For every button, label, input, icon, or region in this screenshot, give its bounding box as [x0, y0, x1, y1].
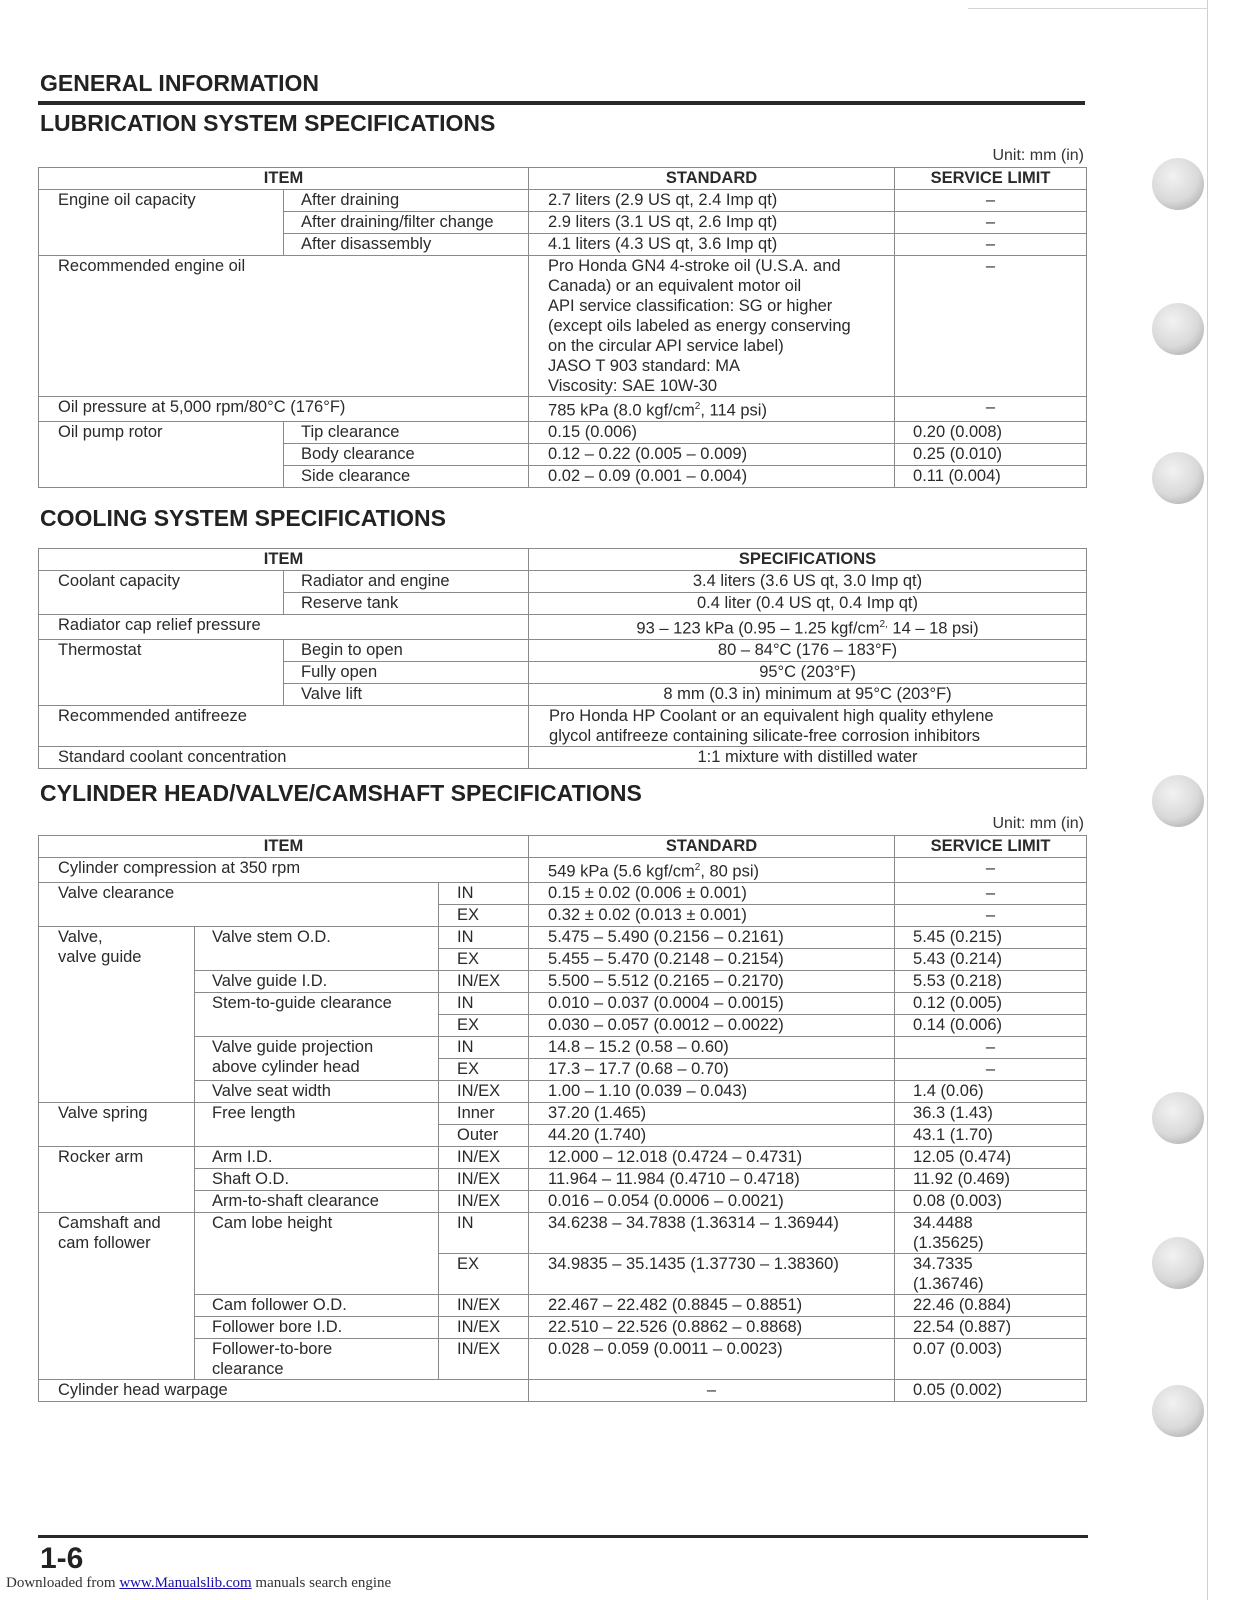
page-number: 1-6	[40, 1542, 84, 1575]
table-row	[39, 1102, 1087, 1124]
location-value: IN/EX	[439, 1338, 529, 1379]
specifications-header: SPECIFICATIONS	[529, 549, 1087, 571]
sub-item: Free length	[195, 1102, 439, 1146]
text-line: Follower-to-bore	[212, 1339, 333, 1358]
location-value: IN/EX	[439, 1294, 529, 1316]
sub-item: Reserve tank	[284, 593, 529, 615]
standard-value: 22.510 – 22.526 (0.8862 – 0.8868)	[529, 1316, 895, 1338]
table-row	[39, 1168, 1087, 1190]
service-limit-value: –	[895, 882, 1087, 904]
service-limit-value: 0.11 (0.004)	[895, 465, 1087, 487]
standard-value: 4.1 liters (4.3 US qt, 3.6 Imp qt)	[529, 234, 895, 256]
standard-value: 11.964 – 11.984 (0.4710 – 0.4718)	[529, 1168, 895, 1190]
standard-value: 0.02 – 0.09 (0.001 – 0.004)	[529, 465, 895, 487]
sub-item: Valve seat width	[195, 1080, 439, 1102]
binder-hole	[1152, 303, 1204, 355]
standard-value: 17.3 – 17.7 (0.68 – 0.70)	[529, 1058, 895, 1080]
item-label: Cylinder head warpage	[39, 1379, 529, 1401]
text-part: 14 – 18 psi)	[887, 619, 979, 638]
text-part: 93 – 123 kPa (0.95 – 1.25 kgf/cm	[636, 619, 880, 638]
binder-hole	[1152, 775, 1204, 827]
service-limit-value: –	[895, 858, 1087, 883]
location-value: IN/EX	[439, 1316, 529, 1338]
binder-hole	[1152, 1237, 1204, 1289]
service-limit-value	[895, 1253, 1087, 1294]
binder-hole	[1152, 158, 1204, 210]
superscript: 2	[694, 862, 701, 873]
download-note	[6, 1575, 391, 1592]
standard-value	[529, 397, 895, 422]
sub-item: Radiator and engine	[284, 571, 529, 593]
table-row	[39, 1212, 1087, 1253]
text-line: valve guide	[58, 947, 142, 966]
sub-item: Tip clearance	[284, 421, 529, 443]
table-row	[39, 1036, 1087, 1058]
cooling-spec-table	[38, 548, 1087, 769]
binder-hole	[1152, 1092, 1204, 1144]
standard-value: 14.8 – 15.2 (0.58 – 0.60)	[529, 1036, 895, 1058]
standard-value	[529, 858, 895, 883]
table-row	[39, 746, 1087, 768]
table-row	[39, 992, 1087, 1014]
item-label	[39, 1212, 195, 1379]
location-value: IN/EX	[439, 1146, 529, 1168]
binder-hole	[1152, 1385, 1204, 1437]
text-line: cam follower	[58, 1233, 151, 1252]
sub-item: Cam lobe height	[195, 1212, 439, 1294]
table-header-row	[39, 549, 1087, 571]
sub-item: Stem-to-guide clearance	[195, 992, 439, 1036]
text-line: Pro Honda GN4 4-stroke oil (U.S.A. and	[548, 257, 841, 275]
service-limit-value: 1.4 (0.06)	[895, 1080, 1087, 1102]
table-row	[39, 1379, 1087, 1401]
standard-value: –	[529, 1379, 895, 1401]
item-label: Oil pressure at 5,000 rpm/80°C (176°F)	[39, 397, 529, 422]
table-row	[39, 615, 1087, 640]
location-value: EX	[439, 904, 529, 926]
download-suffix: manuals search engine	[251, 1575, 392, 1591]
item-header: ITEM	[39, 168, 529, 190]
service-limit-value: 22.54 (0.887)	[895, 1316, 1087, 1338]
item-header: ITEM	[39, 549, 529, 571]
table-row	[39, 639, 1087, 661]
cylinder-unit-note: Unit: mm (in)	[992, 815, 1084, 832]
text-line: glycol antifreeze containing silicate-free corrosion inhibitors	[549, 726, 981, 745]
location-value: IN/EX	[439, 970, 529, 992]
sub-item: Valve stem O.D.	[195, 926, 439, 970]
text-part: , 114 psi)	[700, 401, 767, 420]
sub-item: Arm I.D.	[195, 1146, 439, 1168]
standard-value: 5.475 – 5.490 (0.2156 – 0.2161)	[529, 926, 895, 948]
service-limit-header: SERVICE LIMIT	[895, 168, 1087, 190]
page-header-title: GENERAL INFORMATION	[40, 70, 319, 96]
text-line: 34.4488	[913, 1213, 973, 1232]
standard-value: 0.12 – 0.22 (0.005 – 0.009)	[529, 443, 895, 465]
item-label: Engine oil capacity	[39, 190, 284, 256]
table-header-row	[39, 836, 1087, 858]
text-line: Valve,	[58, 927, 103, 946]
service-limit-value	[895, 1212, 1087, 1253]
table-row	[39, 1294, 1087, 1316]
service-limit-value: 0.05 (0.002)	[895, 1379, 1087, 1401]
standard-value: 2.9 liters (3.1 US qt, 2.6 Imp qt)	[529, 212, 895, 234]
service-limit-value: 0.12 (0.005)	[895, 992, 1087, 1014]
standard-value: 0.030 – 0.057 (0.0012 – 0.0022)	[529, 1014, 895, 1036]
service-limit-value: 0.08 (0.003)	[895, 1190, 1087, 1212]
location-value: IN/EX	[439, 1190, 529, 1212]
lubrication-unit-note: Unit: mm (in)	[992, 147, 1084, 164]
text-line: Valve guide projection	[212, 1037, 374, 1056]
sub-item: Shaft O.D.	[195, 1168, 439, 1190]
text-line: API service classification: SG or higher	[548, 297, 833, 315]
text-line: Camshaft and	[58, 1213, 161, 1232]
text-line: Viscosity: SAE 10W-30	[548, 377, 718, 395]
service-limit-value: 0.07 (0.003)	[895, 1338, 1087, 1379]
text-line: JASO T 903 standard: MA	[548, 357, 741, 375]
item-label: Standard coolant concentration	[39, 746, 529, 768]
spec-value	[529, 615, 1087, 640]
service-limit-value: –	[895, 256, 1087, 397]
location-value: EX	[439, 1014, 529, 1036]
standard-value: 0.32 ± 0.02 (0.013 ± 0.001)	[529, 904, 895, 926]
item-label: Coolant capacity	[39, 571, 284, 615]
location-value: IN/EX	[439, 1168, 529, 1190]
standard-value	[529, 256, 895, 397]
standard-header: STANDARD	[529, 836, 895, 858]
service-limit-value: 5.45 (0.215)	[895, 926, 1087, 948]
table-row	[39, 858, 1087, 883]
lubrication-section-title: LUBRICATION SYSTEM SPECIFICATIONS	[40, 110, 496, 136]
text-line: clearance	[212, 1359, 284, 1378]
item-label: Thermostat	[39, 639, 284, 705]
location-value: IN	[439, 1212, 529, 1253]
sub-item: After draining	[284, 190, 529, 212]
standard-value: 22.467 – 22.482 (0.8845 – 0.8851)	[529, 1294, 895, 1316]
standard-value: 0.028 – 0.059 (0.0011 – 0.0023)	[529, 1338, 895, 1379]
table-row	[39, 1080, 1087, 1102]
page-edge-top	[968, 8, 1208, 9]
location-value: IN	[439, 1036, 529, 1058]
standard-value: 5.455 – 5.470 (0.2148 – 0.2154)	[529, 948, 895, 970]
location-value: Outer	[439, 1124, 529, 1146]
sub-item: After draining/filter change	[284, 212, 529, 234]
service-limit-value: –	[895, 904, 1087, 926]
service-limit-value: –	[895, 212, 1087, 234]
sub-item: After disassembly	[284, 234, 529, 256]
standard-value: 5.500 – 5.512 (0.2165 – 0.2170)	[529, 970, 895, 992]
service-limit-value: 11.92 (0.469)	[895, 1168, 1087, 1190]
cooling-section-title: COOLING SYSTEM SPECIFICATIONS	[40, 505, 446, 531]
service-limit-header: SERVICE LIMIT	[895, 836, 1087, 858]
sub-item: Valve guide I.D.	[195, 970, 439, 992]
sub-item: Body clearance	[284, 443, 529, 465]
service-limit-value: 5.53 (0.218)	[895, 970, 1087, 992]
sub-item	[195, 1036, 439, 1080]
table-row	[39, 1190, 1087, 1212]
cylinder-spec-table	[38, 835, 1087, 1402]
location-value: IN	[439, 926, 529, 948]
standard-value: 1.00 – 1.10 (0.039 – 0.043)	[529, 1080, 895, 1102]
sub-item: Valve lift	[284, 683, 529, 705]
text-line: Pro Honda HP Coolant or an equivalent high quality ethylene	[549, 706, 994, 725]
spec-value: 3.4 liters (3.6 US qt, 3.0 Imp qt)	[529, 571, 1087, 593]
service-limit-value: 0.14 (0.006)	[895, 1014, 1087, 1036]
location-value: EX	[439, 1253, 529, 1294]
page-edge	[1207, 0, 1208, 1600]
service-limit-value: 0.20 (0.008)	[895, 421, 1087, 443]
item-label: Cylinder compression at 350 rpm	[39, 858, 529, 883]
lubrication-spec-table	[38, 167, 1087, 488]
item-header: ITEM	[39, 836, 529, 858]
table-row	[39, 1316, 1087, 1338]
table-row	[39, 397, 1087, 422]
service-limit-value: 43.1 (1.70)	[895, 1124, 1087, 1146]
table-row	[39, 571, 1087, 593]
location-value: EX	[439, 1058, 529, 1080]
location-value: EX	[439, 948, 529, 970]
service-limit-value: 36.3 (1.43)	[895, 1102, 1087, 1124]
spec-value: 80 – 84°C (176 – 183°F)	[529, 639, 1087, 661]
service-limit-value: 5.43 (0.214)	[895, 948, 1087, 970]
standard-value: 34.9835 – 35.1435 (1.37730 – 1.38360)	[529, 1253, 895, 1294]
superscript: 2	[694, 401, 701, 412]
download-prefix: Downloaded from	[6, 1575, 120, 1591]
standard-value: 0.15 ± 0.02 (0.006 ± 0.001)	[529, 882, 895, 904]
sub-item: Follower bore I.D.	[195, 1316, 439, 1338]
table-row	[39, 256, 1087, 397]
spec-value: 0.4 liter (0.4 US qt, 0.4 Imp qt)	[529, 593, 1087, 615]
sub-item: Cam follower O.D.	[195, 1294, 439, 1316]
service-limit-value: –	[895, 234, 1087, 256]
text-line: 34.7335	[913, 1254, 973, 1273]
service-limit-value: 0.25 (0.010)	[895, 443, 1087, 465]
header-rule	[38, 101, 1085, 105]
table-row	[39, 1146, 1087, 1168]
text-part: , 80 psi)	[700, 862, 760, 881]
text-line: Canada) or an equivalent motor oil	[548, 277, 802, 295]
item-label: Oil pump rotor	[39, 421, 284, 487]
table-row	[39, 970, 1087, 992]
spec-value	[529, 705, 1087, 746]
text-part: 785 kPa (8.0 kgf/cm	[548, 401, 695, 420]
standard-value: 34.6238 – 34.7838 (1.36314 – 1.36944)	[529, 1212, 895, 1253]
table-row	[39, 190, 1087, 212]
table-header-row	[39, 168, 1087, 190]
service-limit-value: –	[895, 1036, 1087, 1058]
superscript: 2,	[879, 619, 888, 630]
table-row	[39, 926, 1087, 948]
location-value: Inner	[439, 1102, 529, 1124]
sub-item: Begin to open	[284, 639, 529, 661]
standard-value: 2.7 liters (2.9 US qt, 2.4 Imp qt)	[529, 190, 895, 212]
spec-value: 95°C (203°F)	[529, 661, 1087, 683]
service-limit-value: 12.05 (0.474)	[895, 1146, 1087, 1168]
manualslib-link[interactable]: www.Manualslib.com	[119, 1575, 252, 1591]
table-row	[39, 1338, 1087, 1379]
standard-value: 0.010 – 0.037 (0.0004 – 0.0015)	[529, 992, 895, 1014]
text-line: above cylinder head	[212, 1057, 360, 1076]
standard-value: 0.15 (0.006)	[529, 421, 895, 443]
binder-hole	[1152, 452, 1204, 504]
text-part: 549 kPa (5.6 kgf/cm	[548, 862, 695, 881]
item-label: Rocker arm	[39, 1146, 195, 1212]
text-line: (1.36746)	[913, 1274, 984, 1293]
sub-item	[195, 1338, 439, 1379]
sub-item: Arm-to-shaft clearance	[195, 1190, 439, 1212]
sub-item: Fully open	[284, 661, 529, 683]
item-label: Radiator cap relief pressure	[39, 615, 529, 640]
item-label	[39, 926, 195, 1102]
service-limit-value: 22.46 (0.884)	[895, 1294, 1087, 1316]
standard-value: 37.20 (1.465)	[529, 1102, 895, 1124]
service-limit-value: –	[895, 190, 1087, 212]
item-label: Valve clearance	[39, 882, 439, 926]
spec-value: 1:1 mixture with distilled water	[529, 746, 1087, 768]
footer-rule	[38, 1535, 1088, 1538]
table-row	[39, 421, 1087, 443]
standard-value: 12.000 – 12.018 (0.4724 – 0.4731)	[529, 1146, 895, 1168]
table-row	[39, 705, 1087, 746]
service-limit-value: –	[895, 397, 1087, 422]
spec-value: 8 mm (0.3 in) minimum at 95°C (203°F)	[529, 683, 1087, 705]
cylinder-section-title: CYLINDER HEAD/VALVE/CAMSHAFT SPECIFICATIONS	[40, 780, 642, 806]
table-row	[39, 882, 1087, 904]
location-value: IN/EX	[439, 1080, 529, 1102]
standard-value: 44.20 (1.740)	[529, 1124, 895, 1146]
item-label: Valve spring	[39, 1102, 195, 1146]
standard-header: STANDARD	[529, 168, 895, 190]
text-line: (1.35625)	[913, 1233, 984, 1252]
item-label: Recommended engine oil	[39, 256, 529, 397]
location-value: IN	[439, 992, 529, 1014]
standard-value: 0.016 – 0.054 (0.0006 – 0.0021)	[529, 1190, 895, 1212]
item-label: Recommended antifreeze	[39, 705, 529, 746]
text-line: (except oils labeled as energy conserving	[548, 317, 851, 335]
service-limit-value: –	[895, 1058, 1087, 1080]
location-value: IN	[439, 882, 529, 904]
sub-item: Side clearance	[284, 465, 529, 487]
text-line: on the circular API service label)	[548, 337, 784, 355]
